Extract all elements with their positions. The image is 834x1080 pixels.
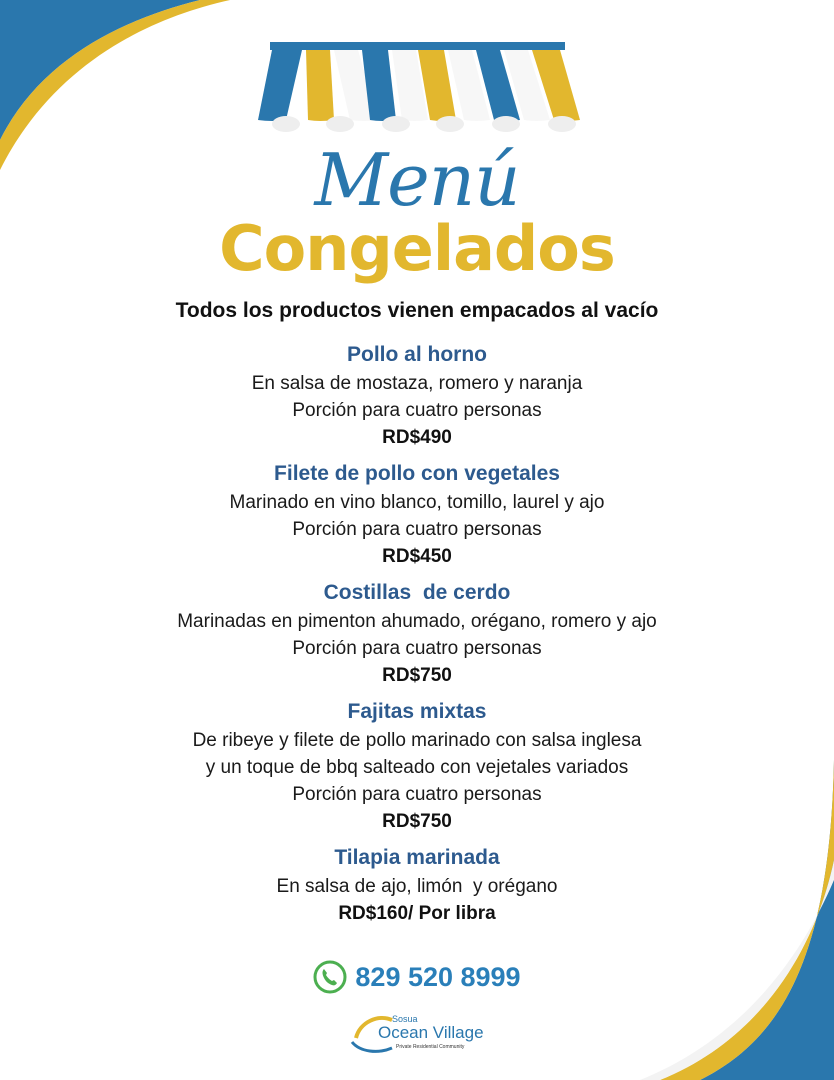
item-name: Costillas de cerdo (323, 581, 511, 604)
title-menu: Menú (314, 138, 520, 222)
item-description: En salsa de mostaza, romero y naranja (251, 373, 583, 394)
item-description: Marinadas en pimenton ahumado, orégano, romero y ajo (177, 611, 657, 632)
subtitle: Todos los productos vienen empacados al vacío (175, 299, 659, 322)
item-portion: Porción para cuatro personas (292, 784, 542, 805)
item-description: De ribeye y filete de pollo marinado con salsa inglesa (192, 730, 642, 751)
phone-number[interactable]: 829 520 8999 (355, 961, 521, 992)
logo-small: Sosua (392, 1014, 418, 1024)
phone-icon (313, 960, 347, 994)
menu-item (0, 459, 834, 570)
menu-item (0, 697, 834, 835)
item-description: y un toque de bbq salteado con vejetales variados (205, 757, 629, 778)
item-portion: Porción para cuatro personas (292, 519, 542, 540)
item-price: RD$490 (382, 427, 452, 448)
menu-item (0, 340, 834, 451)
logo-name: Ocean Village (378, 1023, 484, 1042)
item-description: En salsa de ajo, limón y orégano (276, 876, 558, 897)
phone-contact[interactable] (0, 960, 834, 994)
item-portion: Porción para cuatro personas (292, 638, 542, 659)
item-name: Pollo al horno (347, 343, 487, 366)
menu-list (0, 340, 834, 935)
menu-item (0, 578, 834, 689)
item-price: RD$750 (382, 665, 452, 686)
item-price: RD$750 (382, 811, 452, 832)
item-name: Filete de pollo con vegetales (274, 462, 560, 485)
item-description: Marinado en vino blanco, tomillo, laurel y ajo (229, 492, 605, 513)
item-name: Tilapia marinada (334, 846, 500, 869)
title-congelados: Congelados (219, 212, 615, 285)
sosua-ocean-village-logo (348, 1008, 488, 1056)
item-price: RD$160/ Por libra (338, 903, 496, 924)
awning-icon (250, 42, 585, 137)
logo-tagline: Private Residential Community (396, 1044, 465, 1050)
item-name: Fajitas mixtas (347, 700, 487, 723)
item-price: RD$450 (382, 546, 452, 567)
menu-item (0, 843, 834, 927)
item-portion: Porción para cuatro personas (292, 400, 542, 421)
